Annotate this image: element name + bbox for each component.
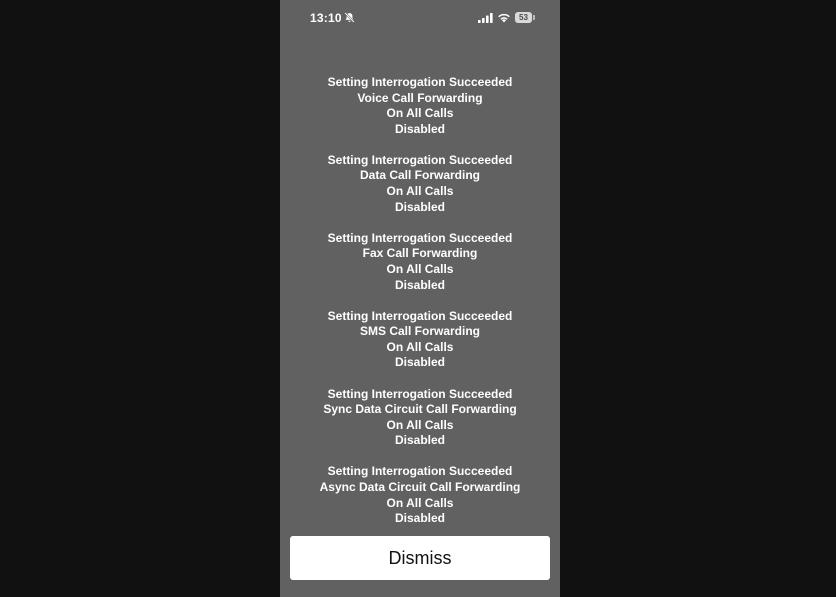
message-service: Voice Call Forwarding bbox=[357, 90, 483, 105]
message-state: Disabled bbox=[394, 355, 445, 370]
message-block bbox=[280, 387, 560, 449]
message-block bbox=[280, 231, 560, 293]
message-condition: On All Calls bbox=[386, 339, 454, 354]
message-condition: On All Calls bbox=[386, 495, 454, 510]
message-area bbox=[280, 75, 560, 526]
message-status: Setting Interrogation Succeeded bbox=[327, 308, 513, 323]
phone-screen bbox=[280, 0, 560, 597]
message-block bbox=[280, 309, 560, 371]
battery-level: 53 bbox=[515, 12, 532, 23]
message-state: Disabled bbox=[394, 199, 445, 214]
battery-icon bbox=[515, 12, 536, 23]
status-bar bbox=[280, 0, 560, 36]
message-status: Setting Interrogation Succeeded bbox=[327, 230, 513, 245]
wifi-icon bbox=[497, 12, 511, 23]
message-status: Setting Interrogation Succeeded bbox=[327, 75, 513, 89]
message-status: Setting Interrogation Succeeded bbox=[327, 386, 513, 401]
cellular-signal-icon bbox=[478, 13, 493, 23]
message-state: Disabled bbox=[394, 433, 445, 448]
message-status: Setting Interrogation Succeeded bbox=[327, 152, 513, 167]
message-block bbox=[280, 75, 560, 137]
battery-cap bbox=[533, 15, 535, 20]
status-time: 13:10 bbox=[310, 11, 342, 25]
message-service: Fax Call Forwarding bbox=[362, 246, 478, 261]
dismiss-button[interactable]: Dismiss bbox=[290, 536, 550, 580]
message-state: Disabled bbox=[394, 277, 445, 292]
message-state: Disabled bbox=[394, 121, 445, 136]
bell-slash-icon bbox=[344, 12, 355, 23]
message-service: Data Call Forwarding bbox=[359, 168, 481, 183]
message-block bbox=[280, 464, 560, 526]
message-condition: On All Calls bbox=[386, 184, 454, 199]
message-service: SMS Call Forwarding bbox=[359, 324, 480, 339]
message-block bbox=[280, 153, 560, 215]
message-service: Async Data Circuit Call Forwarding bbox=[319, 479, 521, 494]
message-condition: On All Calls bbox=[386, 261, 454, 276]
message-condition: On All Calls bbox=[386, 417, 454, 432]
message-state: Disabled bbox=[394, 511, 445, 526]
message-service: Sync Data Circuit Call Forwarding bbox=[323, 402, 517, 417]
message-condition: On All Calls bbox=[386, 106, 454, 121]
message-status: Setting Interrogation Succeeded bbox=[327, 464, 513, 479]
